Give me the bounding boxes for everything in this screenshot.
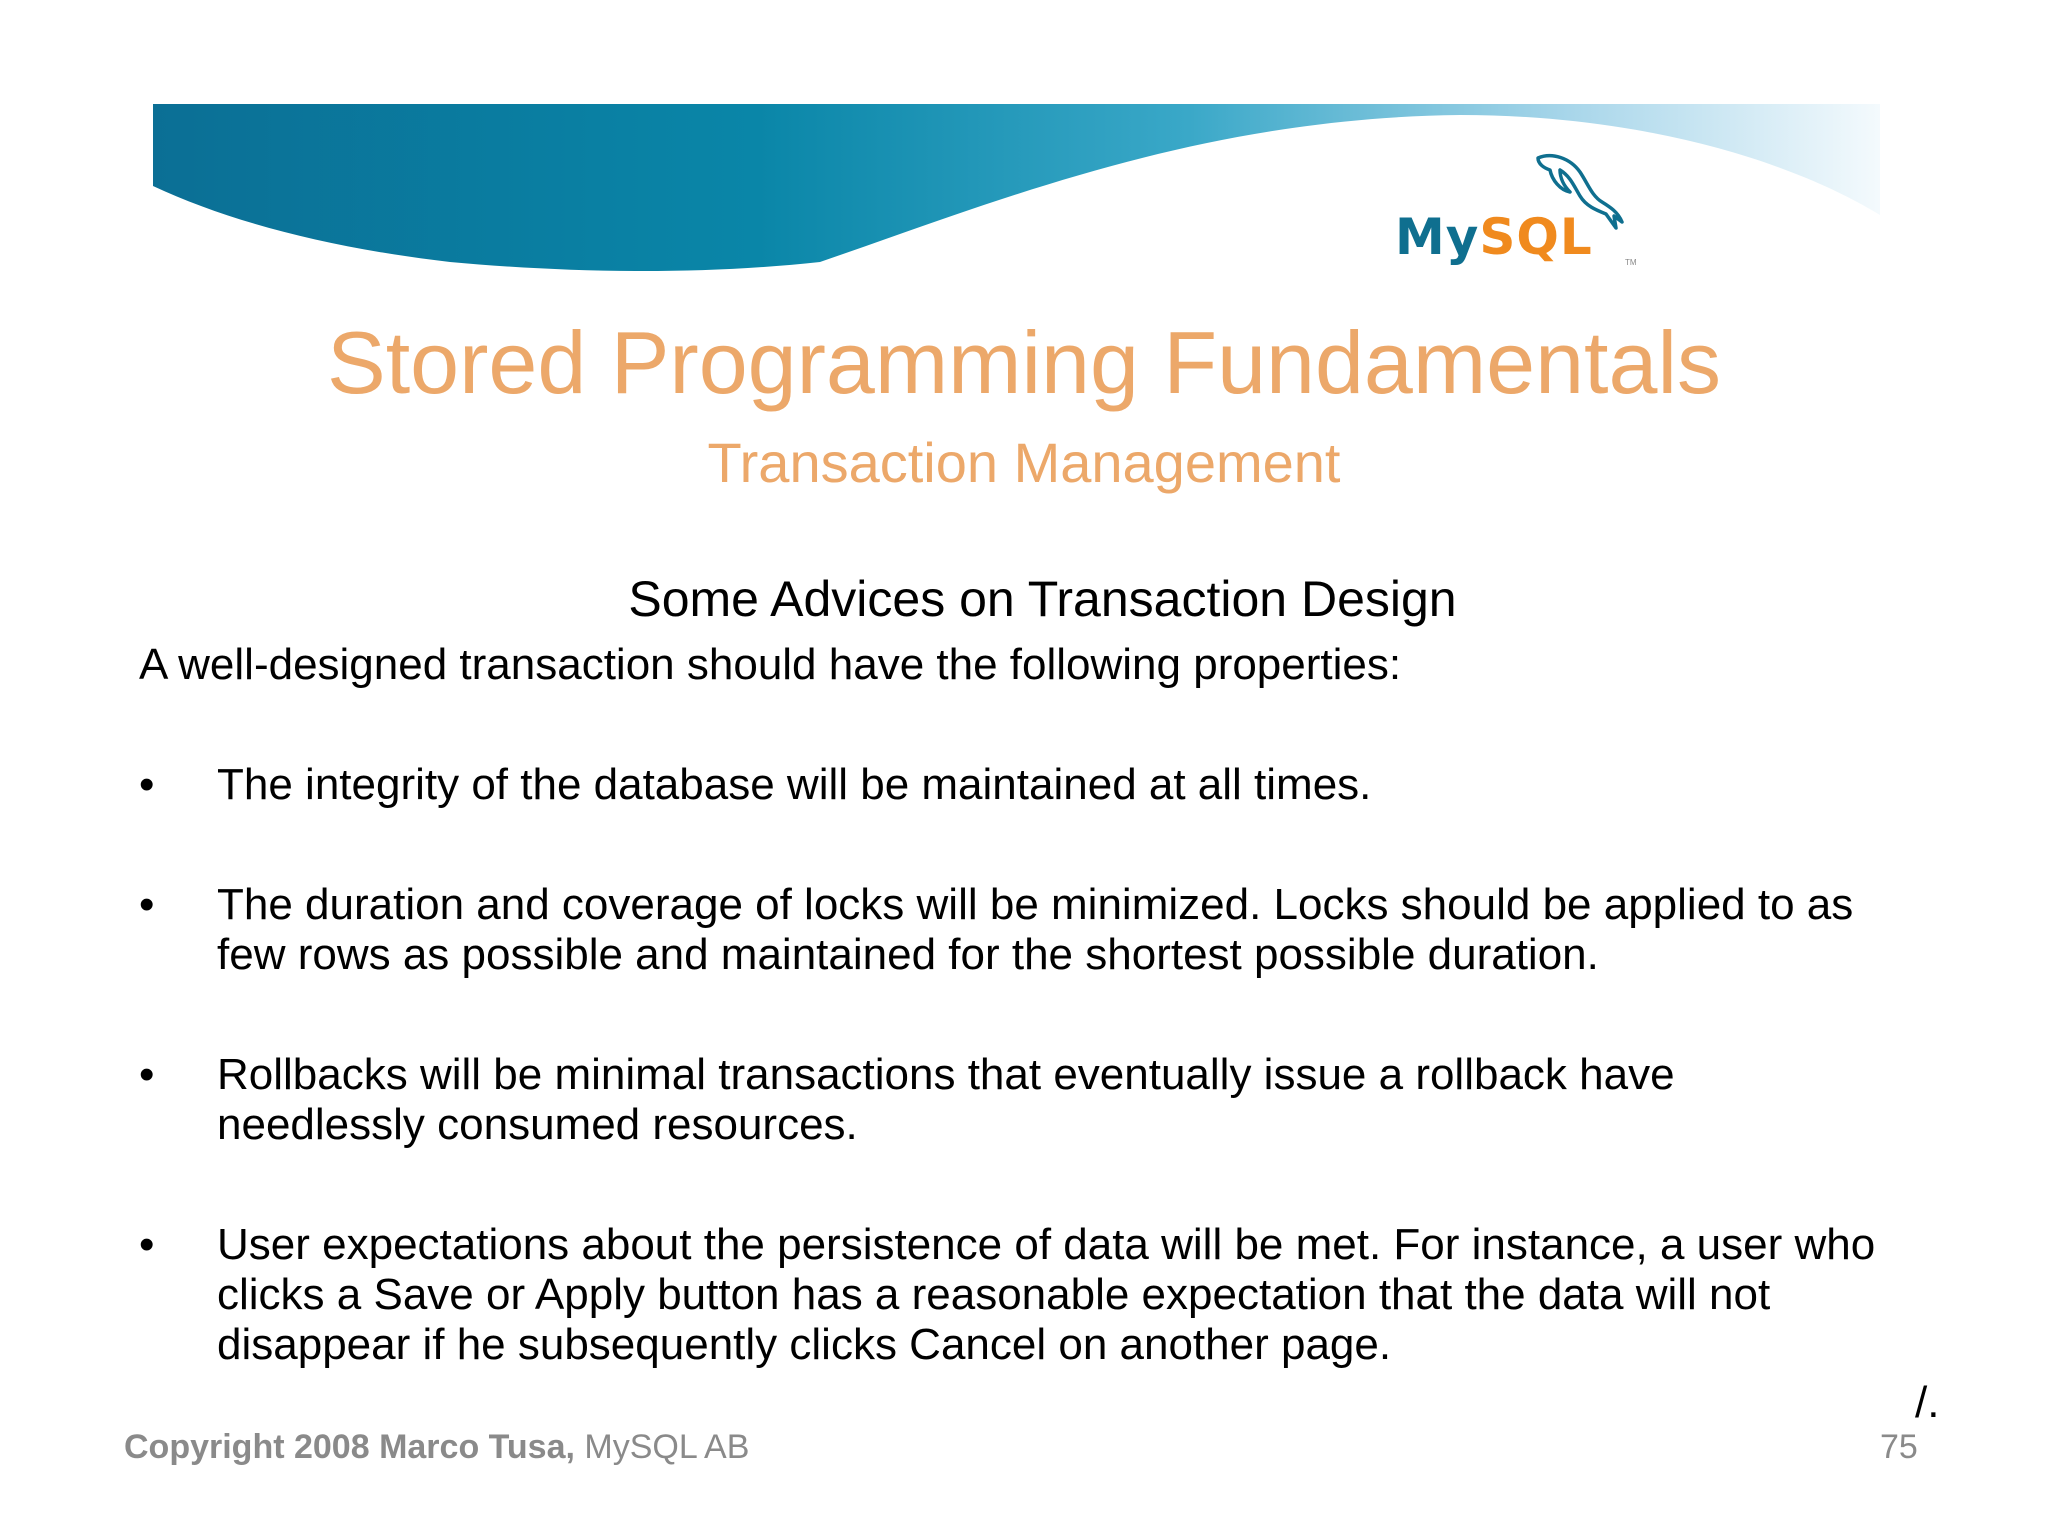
bullet-icon: • (139, 1050, 155, 1099)
intro-text: A well-designed transaction should have the following properties: (139, 640, 1402, 689)
page-number: 75 (1880, 1428, 1918, 1466)
copyright-text: Copyright 2008 Marco Tusa, (124, 1428, 575, 1466)
trademark-mark: TM (1625, 258, 1637, 267)
bullet-text: The integrity of the database will be maintained at all times. (217, 760, 1372, 809)
logo-my-text: My (1395, 208, 1480, 266)
bullet-icon: • (139, 880, 155, 929)
section-heading: Some Advices on Transaction Design (628, 571, 1457, 627)
bullet-icon: • (139, 1220, 155, 1269)
slide-title: Stored Programming Fundamentals (327, 313, 1721, 412)
company-name: MySQL AB (584, 1428, 750, 1466)
logo-wordmark (1395, 208, 1593, 266)
bullet-text: User expectations about the persistence of data will be met. For instance, a user who clicks a Save or Apply button has a reasonable expectation that the data will not disappear if he subsequently clicks Cancel on another page. (217, 1220, 1876, 1369)
logo-sql-text: SQL (1479, 208, 1593, 266)
header-banner (0, 0, 2048, 300)
slide-subtitle: Transaction Management (707, 431, 1341, 494)
bullet-text: Rollbacks will be minimal transactions that eventually issue a rollback have needlessly consumed resources. (217, 1050, 1675, 1149)
bullet-text: The duration and coverage of locks will be minimized. Locks should be applied to as few rows as possible and maintained for the shortest possible duration. (217, 880, 1854, 979)
footer-copyright (124, 1428, 749, 1467)
continuation-mark: /. (1915, 1378, 1940, 1427)
bullet-icon: • (139, 760, 155, 809)
mysql-logo (1385, 150, 1645, 280)
